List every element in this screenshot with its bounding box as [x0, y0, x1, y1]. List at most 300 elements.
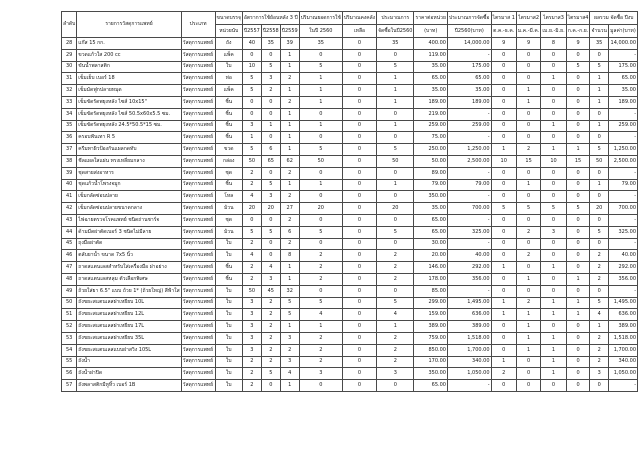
cell-type: วัสดุการแพทย์: [181, 250, 215, 262]
cell-total-value: -: [608, 238, 637, 250]
cell-q4: 0: [566, 179, 590, 191]
cell-y2557: 10: [242, 61, 261, 73]
cell-total-value: 340.00: [608, 356, 637, 368]
cell-item: ถังขยะสแตนเลสฝาเหยียบ 35L: [77, 332, 181, 344]
cell-buy: 2: [377, 250, 414, 262]
cell-q1: 0: [491, 273, 516, 285]
cell-total-qty: 5: [590, 297, 608, 309]
cell-unit-price: 178.00: [414, 273, 448, 285]
cell-q2: 1: [516, 309, 540, 321]
table-body: [62, 38, 638, 392]
cell-usage: 0: [299, 238, 342, 250]
table-row: [62, 332, 638, 344]
cell-q2: 0: [516, 73, 540, 85]
cell-remaining: 0: [342, 226, 376, 238]
cell-total-qty: 2: [590, 262, 608, 274]
cell-q3: 8: [541, 38, 566, 50]
cell-item: ถ้วยใส่ยา 6.5" แบบ ถ้วย 1* (ถ้วยใหญ่) สีฟ้าใส: [77, 285, 181, 297]
cell-y2558: 5: [261, 179, 280, 191]
table-row: [62, 356, 638, 368]
procurement-table: [61, 11, 638, 392]
cell-item: ถังขยะสแตนเลสฝาเหยียบ 17L: [77, 321, 181, 333]
header-item-list: รายการวัสดุการแพทย์: [77, 12, 181, 38]
cell-estimate-baht: 1,495.00: [447, 297, 491, 309]
cell-total-qty: 1: [590, 179, 608, 191]
cell-type: วัสดุการแพทย์: [181, 191, 215, 203]
cell-unit-price: 65.00: [414, 380, 448, 392]
cell-y2557: 0: [242, 214, 261, 226]
cell-total-value: 1,700.00: [608, 344, 637, 356]
cell-type: วัสดุการแพทย์: [181, 38, 215, 50]
cell-q1: 10: [491, 155, 516, 167]
cell-q1: 9: [491, 38, 516, 50]
cell-remaining: 0: [342, 297, 376, 309]
cell-usage: 5: [299, 226, 342, 238]
cell-unit-price: 65.00: [414, 226, 448, 238]
cell-q3: 0: [541, 238, 566, 250]
cell-y2558: 0: [261, 214, 280, 226]
cell-buy: 1: [377, 85, 414, 97]
cell-item: ครอบฟันเทา R 5: [77, 132, 181, 144]
cell-total-value: -: [608, 108, 637, 120]
cell-q3: 0: [541, 179, 566, 191]
cell-y2558: 0: [261, 108, 280, 120]
cell-total-qty: 1: [590, 73, 608, 85]
cell-y2559: 1: [280, 144, 299, 156]
cell-total-value: 636.00: [608, 309, 637, 321]
cell-q4: 0: [566, 344, 590, 356]
cell-q4: 5: [566, 203, 590, 215]
cell-remaining: 0: [342, 108, 376, 120]
header-q3: ไตรมาส3: [541, 12, 566, 25]
cell-buy: 0: [377, 214, 414, 226]
cell-item: ครีมทาผิวป้องกันแผลกดทับ: [77, 144, 181, 156]
header-row-1: [62, 12, 638, 25]
cell-q1: 1: [491, 309, 516, 321]
cell-remaining: 0: [342, 332, 376, 344]
cell-q2: 0: [516, 238, 540, 250]
cell-unit: ชิ้น: [215, 262, 242, 274]
cell-type: วัสดุการแพทย์: [181, 144, 215, 156]
cell-q1: 0: [491, 49, 516, 61]
cell-q2: 0: [516, 49, 540, 61]
cell-q3: 0: [541, 191, 566, 203]
cell-estimate-baht: -: [447, 380, 491, 392]
cell-order: 51: [62, 309, 77, 321]
cell-q3: 0: [541, 380, 566, 392]
cell-q2: 1: [516, 179, 540, 191]
cell-remaining: 0: [342, 250, 376, 262]
cell-unit: แพ็ค: [215, 49, 242, 61]
cell-q3: 0: [541, 49, 566, 61]
cell-q3: 1: [541, 368, 566, 380]
cell-y2559: 3: [280, 356, 299, 368]
cell-total-value: -: [608, 285, 637, 297]
cell-q4: 0: [566, 132, 590, 144]
header-stock: ปริมาณคงคลัง: [342, 12, 376, 25]
cell-q2: 1: [516, 85, 540, 97]
cell-y2558: 20: [261, 203, 280, 215]
cell-q4: 0: [566, 332, 590, 344]
cell-estimate-baht: 700.00: [447, 203, 491, 215]
cell-q4: 0: [566, 285, 590, 297]
cell-unit: ม้วน: [215, 226, 242, 238]
cell-estimate-baht: 14,000.00: [447, 38, 491, 50]
cell-total-value: 356.00: [608, 273, 637, 285]
cell-q3: 1: [541, 356, 566, 368]
cell-total-value: -: [608, 191, 637, 203]
cell-y2557: 5: [242, 226, 261, 238]
cell-q1: 0: [491, 344, 516, 356]
cell-buy: 0: [377, 238, 414, 250]
cell-q4: 1: [566, 273, 590, 285]
cell-item: ชุดสายส่งอาหาร: [77, 167, 181, 179]
header-usage-3yr: อัตราการใช้ย้อนหลัง 3 ปี: [242, 12, 299, 25]
cell-order: 37: [62, 144, 77, 156]
cell-estimate-baht: 259.00: [447, 120, 491, 132]
cell-q3: 1: [541, 297, 566, 309]
cell-q1: 5: [491, 203, 516, 215]
cell-usage: 4: [299, 309, 342, 321]
cell-type: วัสดุการแพทย์: [181, 321, 215, 333]
cell-q2: 0: [516, 356, 540, 368]
cell-total-value: 1,495.00: [608, 297, 637, 309]
header-q2: ไตรมาส2: [516, 12, 540, 25]
cell-unit-price: 20.00: [414, 250, 448, 262]
cell-y2558: 5: [261, 226, 280, 238]
cell-y2559: 1: [280, 85, 299, 97]
cell-estimate-baht: -: [447, 49, 491, 61]
cell-usage: 0: [299, 380, 342, 392]
cell-unit: ชิ้น: [215, 120, 242, 132]
cell-buy: 2: [377, 262, 414, 274]
header-in-2560: ในปี 2560: [299, 25, 342, 38]
cell-unit: ใบ: [215, 332, 242, 344]
cell-q3: 0: [541, 250, 566, 262]
cell-order: 52: [62, 321, 77, 333]
cell-y2558: 0: [261, 96, 280, 108]
cell-buy: 5: [377, 144, 414, 156]
cell-remaining: 0: [342, 368, 376, 380]
cell-q3: 0: [541, 108, 566, 120]
cell-estimate-baht: -: [447, 167, 491, 179]
cell-type: วัสดุการแพทย์: [181, 61, 215, 73]
cell-total-value: 40.00: [608, 250, 637, 262]
cell-y2557: 2: [242, 356, 261, 368]
cell-unit-price: 89.00: [414, 167, 448, 179]
cell-usage: 1: [299, 85, 342, 97]
cell-type: วัสดุการแพทย์: [181, 203, 215, 215]
cell-remaining: 0: [342, 191, 376, 203]
cell-remaining: 0: [342, 85, 376, 97]
cell-q4: 0: [566, 96, 590, 108]
header-usage-amount: ปริมาณยอดการใช้: [299, 12, 342, 25]
cell-buy: 1: [377, 179, 414, 191]
cell-item: ถังน้ำฝาปิด: [77, 368, 181, 380]
cell-q1: 0: [491, 179, 516, 191]
cell-usage: 2: [299, 273, 342, 285]
cell-remaining: 0: [342, 155, 376, 167]
cell-q1: 2: [491, 368, 516, 380]
cell-y2557: 1: [242, 132, 261, 144]
cell-q4: 5: [566, 61, 590, 73]
cell-y2558: 0: [261, 132, 280, 144]
cell-estimate-baht: 40.00: [447, 250, 491, 262]
cell-order: 50: [62, 297, 77, 309]
table-row: [62, 96, 638, 108]
cell-total-value: 175.00: [608, 61, 637, 73]
cell-item: ถังน้ำ: [77, 356, 181, 368]
cell-y2558: 0: [261, 250, 280, 262]
cell-estimate-baht: 79.00: [447, 179, 491, 191]
cell-unit: ม้วน: [215, 203, 242, 215]
cell-buy: 0: [377, 191, 414, 203]
cell-q4: 0: [566, 85, 590, 97]
cell-unit: ใบ: [215, 321, 242, 333]
header-apr-jun: เม.ย.-มิ.ย.: [541, 25, 566, 38]
header-total: ผลรวม จัดซื้อ ปีงบ: [590, 12, 638, 25]
cell-y2558: 2: [261, 297, 280, 309]
cell-total-value: 79.00: [608, 179, 637, 191]
cell-y2558: 2: [261, 309, 280, 321]
cell-q2: 1: [516, 344, 540, 356]
cell-estimate-baht: -: [447, 191, 491, 203]
cell-order: 56: [62, 368, 77, 380]
header-y2557: ปี2557: [242, 25, 261, 38]
table-row: [62, 226, 638, 238]
cell-q3: 0: [541, 96, 566, 108]
cell-y2557: 5: [242, 73, 261, 85]
cell-unit: ห่อ: [215, 73, 242, 85]
cell-type: วัสดุการแพทย์: [181, 273, 215, 285]
cell-q3: 1: [541, 332, 566, 344]
cell-item: ถังขยะสแตนเลสฝาเหยียบ 10L: [77, 297, 181, 309]
table-row: [62, 155, 638, 167]
procurement-sheet: [61, 11, 638, 392]
cell-type: วัสดุการแพทย์: [181, 73, 215, 85]
cell-item: ถุงมือผ่าตัด: [77, 238, 181, 250]
cell-order: 43: [62, 214, 77, 226]
cell-q1: 0: [491, 238, 516, 250]
cell-order: 36: [62, 132, 77, 144]
cell-unit: ใบ: [215, 356, 242, 368]
cell-q2: 0: [516, 120, 540, 132]
cell-q4: 1: [566, 297, 590, 309]
cell-y2559: 1: [280, 380, 299, 392]
cell-y2559: 2: [280, 191, 299, 203]
cell-estimate-baht: 1,050.00: [447, 368, 491, 380]
cell-type: วัสดุการแพทย์: [181, 297, 215, 309]
cell-total-qty: 50: [590, 155, 608, 167]
cell-q3: 1: [541, 309, 566, 321]
cell-y2557: 3: [242, 332, 261, 344]
cell-y2558: 3: [261, 191, 280, 203]
cell-remaining: 0: [342, 120, 376, 132]
cell-y2557: 50: [242, 285, 261, 297]
cell-estimate-baht: 1,700.00: [447, 344, 491, 356]
cell-y2557: 40: [242, 38, 261, 50]
cell-y2558: 3: [261, 73, 280, 85]
cell-q4: 0: [566, 368, 590, 380]
cell-estimate-baht: 389.00: [447, 321, 491, 333]
cell-total-value: 1,518.00: [608, 332, 637, 344]
cell-y2559: 1: [280, 108, 299, 120]
cell-type: วัสดุการแพทย์: [181, 226, 215, 238]
cell-item: แก๊ส 15 กก.: [77, 38, 181, 50]
cell-total-qty: 0: [590, 285, 608, 297]
cell-q1: 0: [491, 167, 516, 179]
cell-q2: 0: [516, 61, 540, 73]
table-row: [62, 273, 638, 285]
cell-remaining: 0: [342, 214, 376, 226]
table-row: [62, 203, 638, 215]
cell-y2557: 2: [242, 262, 261, 274]
cell-remaining: 0: [342, 380, 376, 392]
cell-unit-price: 30.00: [414, 238, 448, 250]
cell-q4: 0: [566, 108, 590, 120]
cell-q1: 1: [491, 356, 516, 368]
cell-q1: 0: [491, 285, 516, 297]
cell-y2559: 1: [280, 132, 299, 144]
cell-unit-price: 35.00: [414, 61, 448, 73]
cell-type: วัสดุการแพทย์: [181, 49, 215, 61]
cell-order: 32: [62, 85, 77, 97]
cell-total-value: -: [608, 167, 637, 179]
cell-order: 49: [62, 285, 77, 297]
cell-order: 44: [62, 226, 77, 238]
cell-q3: 5: [541, 203, 566, 215]
cell-unit: ใบ: [215, 285, 242, 297]
header-quantity: จำนวน: [590, 25, 608, 38]
header-remaining: เหลือ: [342, 25, 376, 38]
cell-buy: 5: [377, 297, 414, 309]
cell-unit: ใบ: [215, 297, 242, 309]
cell-type: วัสดุการแพทย์: [181, 155, 215, 167]
cell-item: ชุดแก้วน้ำโพรงจมูก: [77, 179, 181, 191]
cell-y2559: 8: [280, 250, 299, 262]
cell-usage: 2: [299, 344, 342, 356]
cell-y2559: 5: [280, 297, 299, 309]
cell-remaining: 0: [342, 179, 376, 191]
header-buy-2560: จัดซื้อในปี2560: [377, 25, 414, 38]
cell-y2557: 3: [242, 120, 261, 132]
cell-type: วัสดุการแพทย์: [181, 262, 215, 274]
cell-q2: 0: [516, 262, 540, 274]
cell-y2557: 5: [242, 144, 261, 156]
cell-q4: 0: [566, 73, 590, 85]
cell-order: 39: [62, 167, 77, 179]
cell-buy: 35: [377, 38, 414, 50]
cell-y2559: 2: [280, 73, 299, 85]
cell-type: วัสดุการแพทย์: [181, 108, 215, 120]
cell-item: เข็มขัดรัดพยุงหลัง 24.5*50.5*15 ซม.: [77, 120, 181, 132]
cell-total-qty: 5: [590, 144, 608, 156]
cell-y2558: 5: [261, 61, 280, 73]
header-order: ลำดับ: [62, 12, 77, 38]
cell-usage: 1: [299, 73, 342, 85]
cell-item: ตลับยาน้ำ ขนาด 7x5 นิ้ว: [77, 250, 181, 262]
cell-buy: 5: [377, 226, 414, 238]
cell-type: วัสดุการแพทย์: [181, 85, 215, 97]
cell-total-qty: 2: [590, 356, 608, 368]
cell-usage: 0: [299, 214, 342, 226]
cell-q4: 1: [566, 309, 590, 321]
cell-order: 48: [62, 273, 77, 285]
cell-usage: 2: [299, 262, 342, 274]
cell-estimate-baht: -: [447, 108, 491, 120]
cell-type: วัสดุการแพทย์: [181, 238, 215, 250]
cell-y2557: 3: [242, 309, 261, 321]
cell-unit: ชุด: [215, 214, 242, 226]
cell-type: วัสดุการแพทย์: [181, 380, 215, 392]
cell-unit: ใบ: [215, 344, 242, 356]
cell-q1: 1: [491, 144, 516, 156]
cell-estimate-baht: 356.00: [447, 273, 491, 285]
cell-q1: 0: [491, 132, 516, 144]
cell-unit: ชิ้น: [215, 132, 242, 144]
cell-q3: 0: [541, 132, 566, 144]
cell-estimate-baht: 340.00: [447, 356, 491, 368]
cell-unit-price: 350.00: [414, 191, 448, 203]
cell-estimate-baht: 175.00: [447, 61, 491, 73]
cell-estimate-baht: 65.00: [447, 73, 491, 85]
cell-type: วัสดุการแพทย์: [181, 344, 215, 356]
table-row: [62, 49, 638, 61]
cell-q4: 0: [566, 321, 590, 333]
cell-y2557: 3: [242, 344, 261, 356]
table-row: [62, 167, 638, 179]
cell-y2558: 35: [261, 38, 280, 50]
table-row: [62, 73, 638, 85]
cell-y2558: 2: [261, 321, 280, 333]
cell-unit-price: 65.00: [414, 214, 448, 226]
cell-y2558: 3: [261, 273, 280, 285]
cell-total-value: 259.00: [608, 120, 637, 132]
cell-buy: 2: [377, 344, 414, 356]
cell-q4: 0: [566, 191, 590, 203]
cell-q3: 0: [541, 273, 566, 285]
cell-buy: 5: [377, 61, 414, 73]
cell-unit-price: 159.00: [414, 309, 448, 321]
cell-unit: กล่อง: [215, 155, 242, 167]
cell-q3: 1: [541, 73, 566, 85]
cell-total-value: -: [608, 214, 637, 226]
cell-y2558: 4: [261, 262, 280, 274]
cell-q1: 0: [491, 61, 516, 73]
cell-unit-price: 259.00: [414, 120, 448, 132]
cell-q3: 1: [541, 344, 566, 356]
cell-remaining: 0: [342, 61, 376, 73]
table-row: [62, 344, 638, 356]
cell-q3: 3: [541, 226, 566, 238]
table-row: [62, 144, 638, 156]
cell-q2: 0: [516, 108, 540, 120]
cell-order: 55: [62, 356, 77, 368]
cell-remaining: 0: [342, 132, 376, 144]
cell-unit-price: 35.00: [414, 85, 448, 97]
cell-type: วัสดุการแพทย์: [181, 309, 215, 321]
cell-y2558: 1: [261, 120, 280, 132]
cell-total-qty: 0: [590, 49, 608, 61]
cell-buy: 1: [377, 321, 414, 333]
cell-y2557: 2: [242, 368, 261, 380]
cell-q4: 15: [566, 155, 590, 167]
cell-item: ขวดแก้วใส 200 cc: [77, 49, 181, 61]
cell-y2558: 45: [261, 285, 280, 297]
table-row: [62, 132, 638, 144]
cell-usage: 0: [299, 285, 342, 297]
cell-y2559: 1: [280, 179, 299, 191]
